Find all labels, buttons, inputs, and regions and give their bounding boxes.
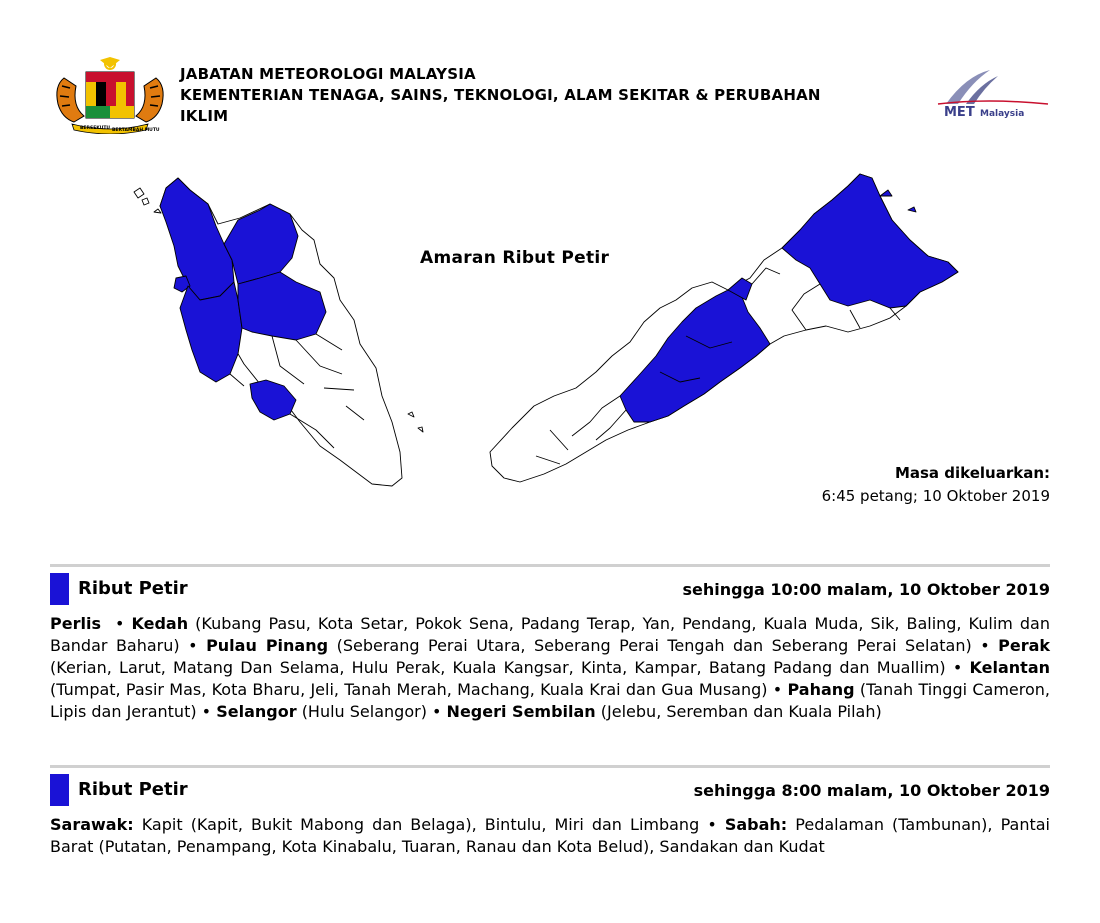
region-state: Pulau Pinang — [206, 636, 329, 655]
region-state: Kedah — [131, 614, 189, 633]
region-districts: (Tumpat, Pasir Mas, Kota Bharu, Jeli, Tanah Merah, Machang, Kuala Krai dan Gua Musang) — [50, 680, 768, 699]
ministry-name: KEMENTERIAN TENAGA, SAINS, TEKNOLOGI, ALAM SEKITAR & PERUBAHAN — [180, 86, 821, 104]
svg-text:Malaysia: Malaysia — [980, 109, 1025, 119]
region-state: Kelantan — [969, 658, 1051, 677]
section-valid-until: sehingga 8:00 malam, 10 Oktober 2019 — [693, 781, 1050, 800]
region-state: Sabah: — [724, 815, 788, 834]
region-districts: Kapit (Kapit, Bukit Mabong dan Belaga), Bintulu, Miri dan Limbang — [141, 815, 700, 834]
region-districts: (Kerian, Larut, Matang Dan Selama, Hulu Perak, Kuala Kangsar, Kinta, Kampar, Batang Padang dan Muallim) — [50, 658, 946, 677]
section-divider — [50, 564, 1050, 567]
region-state: Pahang — [787, 680, 855, 699]
region-districts: (Jelebu, Seremban dan Kuala Pilah) — [600, 702, 882, 721]
section-title: Ribut Petir — [78, 779, 188, 800]
section-marker — [50, 573, 69, 605]
section-body: Perlis • Kedah (Kubang Pasu, Kota Setar, Pokok Sena, Padang Terap, Yan, Pendang, Kuala Muda, Sik, Baling, Kulim dan Bandar Baharu) • Pulau Pinang (Seberang Perai Utara, Seberang Perai Tengah dan Seberang Perai Selatan) • Perak (Kerian, Larut, Matang Dan Selama, Hulu Perak, Kuala Kangsar, Kinta, Kampar, Batang Padang dan Muallim) • Kelantan (Tumpat, Pasir Mas, Kota Bharu, Jeli, Tanah Merah, Machang, Kuala Krai dan Gua Musang) • Pahang (Tanah Tinggi Cameron, Lipis dan Jerantut) • Selangor (Hulu Selangor) • Negeri Sembilan (Jelebu, Seremban dan Kuala Pilah) — [50, 614, 1051, 721]
svg-text:MET: MET — [944, 105, 975, 120]
region-state: Perak — [998, 636, 1051, 655]
region-districts: Pedalaman (Tambunan), Pantai Barat (Putatan, Penampang, Kota Kinabalu, Tuaran, Ranau dan Kota Belud), Sandakan dan Kudat — [50, 815, 1050, 856]
svg-text:BERSEKUTU: BERSEKUTU — [80, 126, 111, 131]
issued-info — [822, 462, 1050, 508]
map-title: Amaran Ribut Petir — [420, 248, 610, 268]
region-state: Sarawak: — [50, 815, 134, 834]
region-districts: (Seberang Perai Utara, Seberang Perai Tengah dan Seberang Perai Selatan) — [336, 636, 972, 655]
warning-section-east — [50, 765, 1050, 858]
svg-text:BERTAMBAH MUTU: BERTAMBAH MUTU — [112, 128, 160, 133]
issued-time: 6:45 petang; 10 Oktober 2019 — [821, 487, 1050, 505]
region-districts: (Tanah Tinggi Cameron, Lipis dan Jerantut) — [50, 680, 1050, 721]
section-body: Sarawak: Kapit (Kapit, Bukit Mabong dan Belaga), Bintulu, Miri dan Limbang • Sabah: Pedalaman (Tambunan), Pantai Barat (Putatan, Penampang, Kota Kinabalu, Tuaran, Ranau dan Kota Belud), Sandakan dan Kudat — [50, 815, 1050, 856]
region-state: Negeri Sembilan — [446, 702, 596, 721]
section-title: Ribut Petir — [78, 578, 188, 599]
region-districts: (Kubang Pasu, Kota Setar, Pokok Sena, Padang Terap, Yan, Pendang, Kuala Muda, Sik, Baling, Kulim dan Bandar Baharu) — [50, 614, 1050, 655]
section-header — [50, 773, 1050, 807]
region-districts: (Hulu Selangor) — [301, 702, 427, 721]
section-divider — [50, 765, 1050, 768]
met-malaysia-logo — [936, 68, 1051, 120]
agency-name: JABATAN METEOROLOGI MALAYSIA — [180, 65, 476, 83]
warning-section-peninsular — [50, 564, 1050, 723]
section-header — [50, 572, 1050, 606]
issued-label: Masa dikeluarkan: — [894, 464, 1050, 482]
section-marker — [50, 774, 69, 806]
ministry-name-cont: IKLIM — [180, 107, 229, 125]
region-state: Perlis — [50, 614, 101, 633]
national-crest-logo — [50, 56, 170, 134]
region-state: Selangor — [216, 702, 297, 721]
agency-header — [180, 64, 920, 127]
section-valid-until: sehingga 10:00 malam, 10 Oktober 2019 — [682, 580, 1050, 599]
